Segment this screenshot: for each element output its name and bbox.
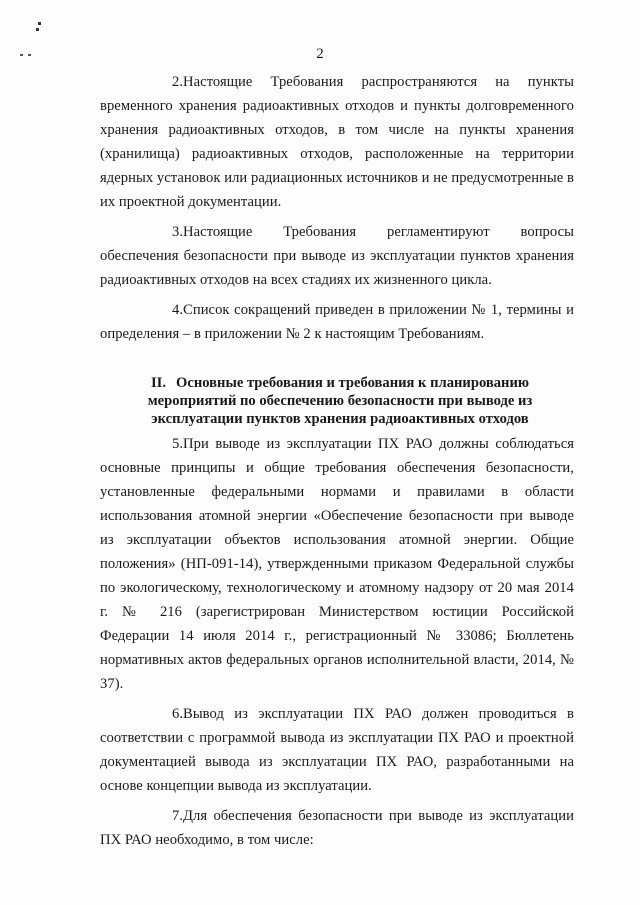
paragraph-text: Настоящие Требования регламентируют вопросы обеспечения безопасности при выводе из эксплуатации пунктов хранения радиоактивных отходов на всех стадиях их жизненного цикла. bbox=[100, 224, 574, 288]
section-heading bbox=[140, 374, 540, 428]
paragraphs-top bbox=[100, 70, 574, 352]
page-number: 2 bbox=[316, 46, 324, 62]
paragraph-3 bbox=[100, 220, 574, 292]
paragraph-text: Вывод из эксплуатации ПХ РАО должен проводиться в соответствии с программой вывода из эксплуатации ПХ РАО и проектной документацией вывода из эксплуатации ПХ РАО, разработанными на основе концепции вывода из эксплуатации. bbox=[100, 706, 574, 794]
paragraph-text: Настоящие Требования распространяются на пункты временного хранения радиоактивных отходов и пункты долговременного хранения радиоактивных отходов, в том числе на пункты хранения (хранилища) радиоактивных отходов, расположенные на территории ядерных установок или радиационных источников и не предусмотренные в их проектной документации. bbox=[100, 74, 574, 210]
paragraph-2 bbox=[100, 70, 574, 214]
paragraph-text: При выводе из эксплуатации ПХ РАО должны соблюдаться основные принципы и общие требования обеспечения безопасности, установленные федеральными нормами и правилами в области использования атомной энергии «Обеспечение безопасности при выводе из эксплуатации объектов использования атомной энергии. Общие положения» (НП-091-14), утвержденными приказом Федеральной службы по экологическому, технологическому и атомному надзору от 20 мая 2014 г. № 216 (зарегистрирован Министерством юстиции Российской Федерации 14 июля 2014 г., регистрационный № 33086; Бюллетень нормативных актов федеральных органов исполнительной власти, 2014, № 37). bbox=[100, 436, 574, 692]
paragraph-number: 5. bbox=[172, 436, 184, 452]
paragraph-text: Для обеспечения безопасности при выводе из эксплуатации ПХ РАО необходимо, в том числе: bbox=[100, 808, 574, 848]
paragraph-5 bbox=[100, 432, 574, 696]
paragraph-number: 4. bbox=[172, 302, 184, 318]
section-number: II. bbox=[150, 375, 166, 391]
paragraph-6 bbox=[100, 702, 574, 798]
paragraph-number: 3. bbox=[172, 224, 184, 240]
paragraph-7 bbox=[100, 804, 574, 852]
paragraph-number: 2. bbox=[172, 74, 184, 90]
paragraph-4 bbox=[100, 298, 574, 346]
paragraph-number: 7. bbox=[172, 808, 184, 824]
section-title: Основные требования и требования к планированию мероприятий по обеспечению безопасности при выводе из эксплуатации пунктов хранения радиоактивных отходов bbox=[147, 375, 533, 427]
paragraph-text: Список сокращений приведен в приложении № 1, термины и определения – в приложении № 2 к настоящим Требованиям. bbox=[100, 302, 574, 342]
paragraph-number: 6. bbox=[172, 706, 184, 722]
paragraphs-bottom bbox=[100, 432, 574, 858]
